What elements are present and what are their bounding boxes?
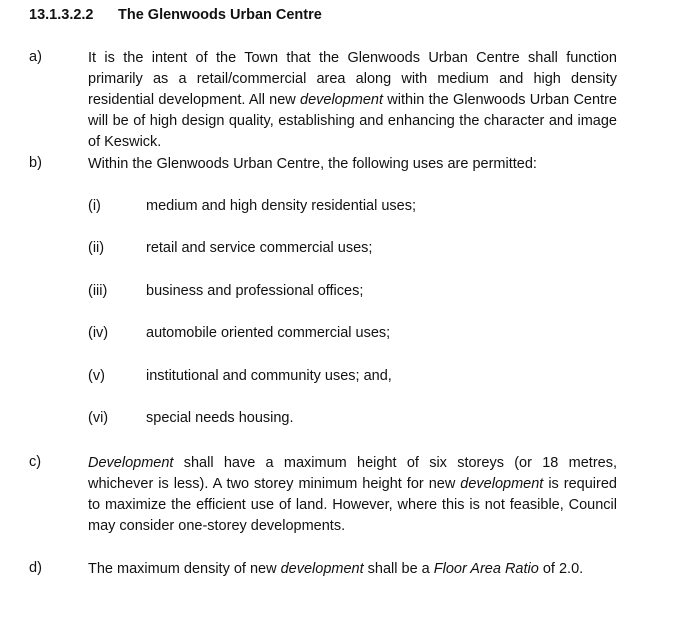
section-number: 13.1.3.2.2 (29, 7, 94, 23)
subitem-label: (iii) (88, 283, 108, 299)
item-d-text (88, 559, 617, 580)
text-run: within the Glenwoods Urban Centre will be of high design quality, establishing and enhancing the character and image of Keswick. (88, 92, 617, 150)
section-title: The Glenwoods Urban Centre (118, 7, 322, 23)
subitem-label: (vi) (88, 410, 109, 426)
subitem-text: automobile oriented commercial uses; (146, 325, 391, 341)
item-b-label: b) (29, 155, 42, 171)
item-a-label: a) (29, 49, 42, 65)
defined-term: development (300, 92, 384, 108)
text-run: is required to maximize the efficient use of land. However, where this is not feasible, Council may consider one-storey developments. (88, 476, 617, 534)
defined-term: Floor Area Ratio (433, 561, 539, 577)
text-run: of 2.0. (538, 561, 584, 577)
subitem-text: retail and service commercial uses; (146, 240, 373, 256)
item-d-label: d) (29, 560, 42, 576)
subitem-text: business and professional offices; (146, 283, 364, 299)
item-a-text (88, 48, 617, 153)
item-b-text: Within the Glenwoods Urban Centre, the following uses are permitted: (88, 156, 537, 172)
section-heading (29, 7, 322, 23)
subitem-text: special needs housing. (146, 410, 294, 426)
text-run: shall have a maximum height of six storeys (or 18 metres, whichever is less). A two storey minimum height for new (88, 455, 617, 492)
subitem-label: (iv) (88, 325, 109, 341)
text-run: The maximum density of new (88, 561, 281, 577)
text-run: shall be a (363, 561, 434, 577)
defined-term: Development (88, 455, 174, 471)
defined-term: development (280, 561, 364, 577)
text-run: It is the intent of the Town that the Glenwoods Urban Centre shall function primarily as a retail/commercial area along with medium and high density residential development. All new (88, 50, 617, 108)
subitem-text: institutional and community uses; and, (146, 368, 392, 384)
defined-term: development (460, 476, 544, 492)
item-c-text (88, 453, 617, 537)
subitem-label: (v) (88, 368, 105, 384)
item-c-label: c) (29, 454, 42, 470)
subitem-text: medium and high density residential uses; (146, 198, 417, 214)
subitem-label: (i) (88, 198, 101, 214)
subitem-label: (ii) (88, 240, 105, 256)
